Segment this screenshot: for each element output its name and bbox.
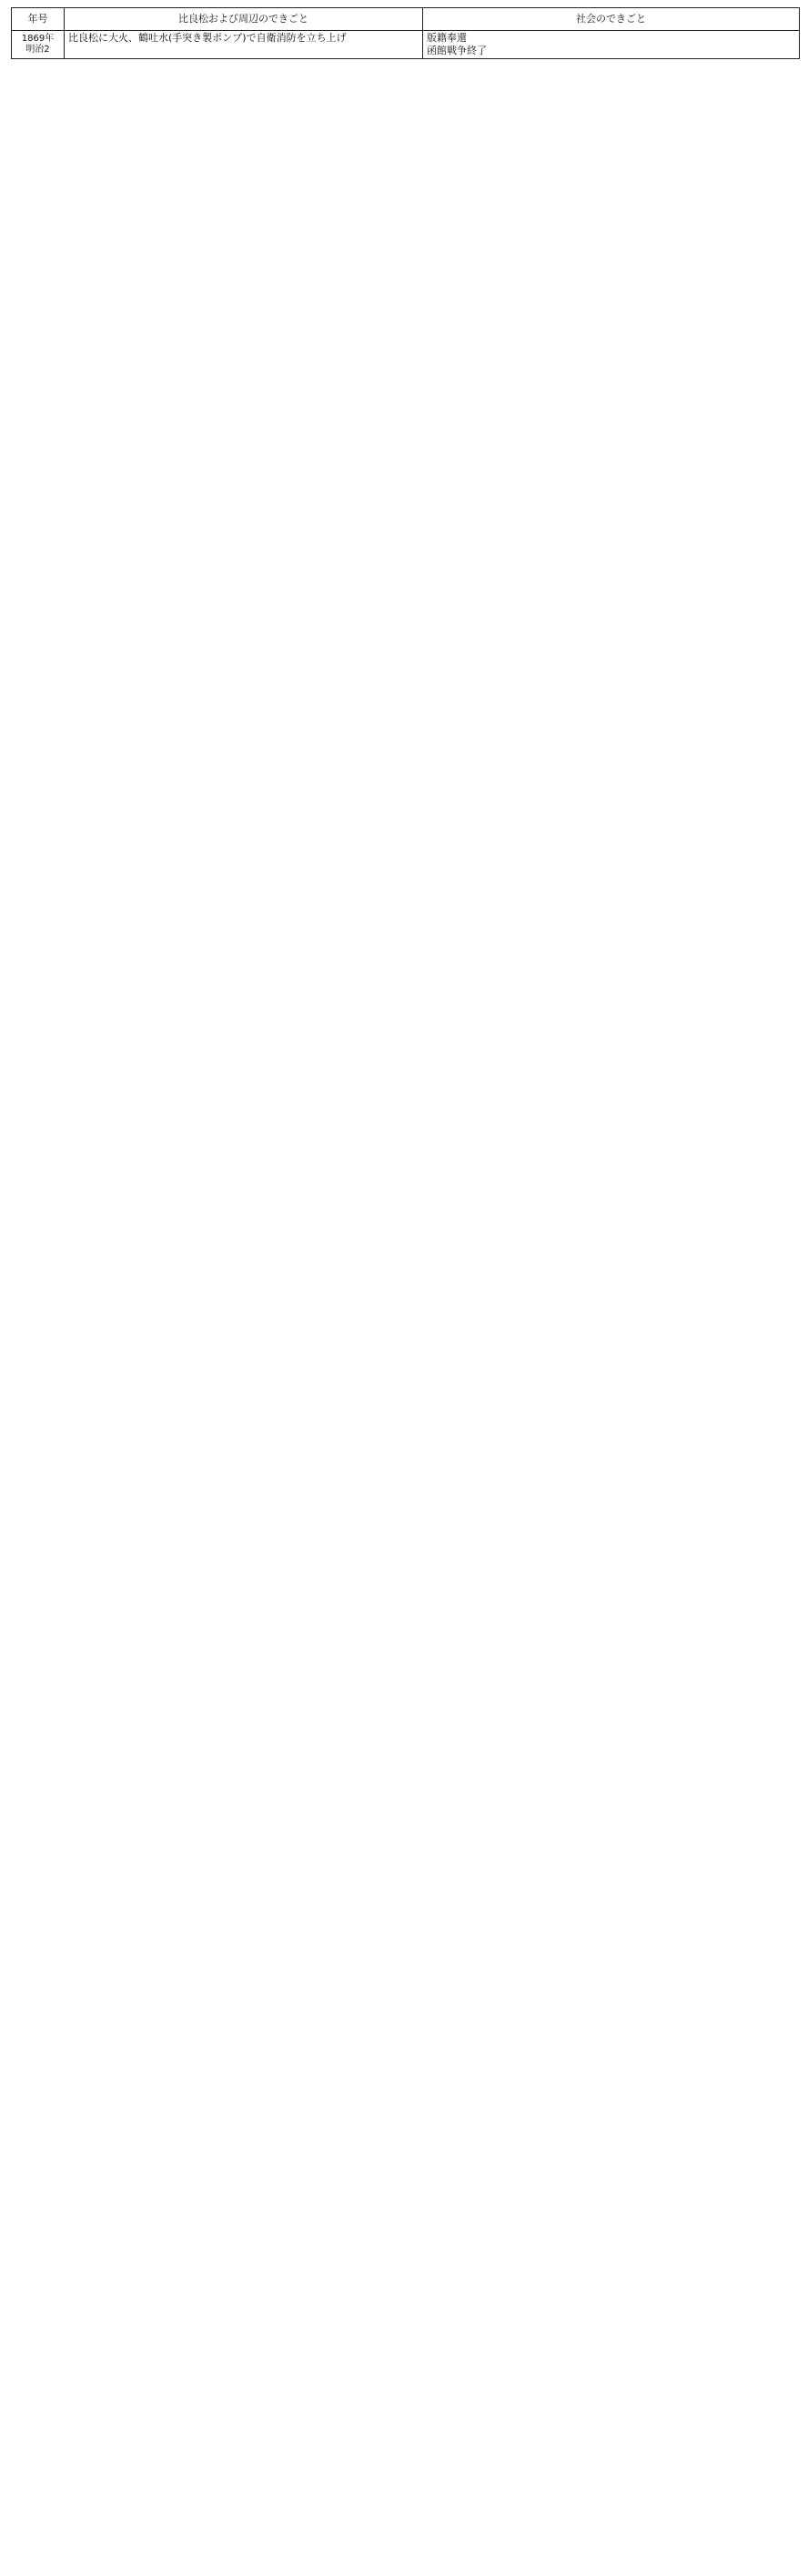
society-events-header: 社会のできごと [423, 8, 800, 31]
year-header: 年号 [12, 8, 65, 31]
table-row [12, 31, 800, 59]
year-cell: 1869年 明治2 [12, 31, 65, 59]
chronology-sheet [11, 7, 799, 59]
chronology-table [11, 7, 800, 59]
society-event-cell: 版籍奉還 函館戦争終了 [423, 31, 800, 59]
local-event-cell: 比良松に大火、鶴吐水(手突き製ポンプ)で自衛消防を立ち上げ [65, 31, 423, 59]
chronology-rows [12, 31, 800, 59]
local-events-header: 比良松および周辺のできごと [65, 8, 423, 31]
header-row [12, 8, 800, 31]
